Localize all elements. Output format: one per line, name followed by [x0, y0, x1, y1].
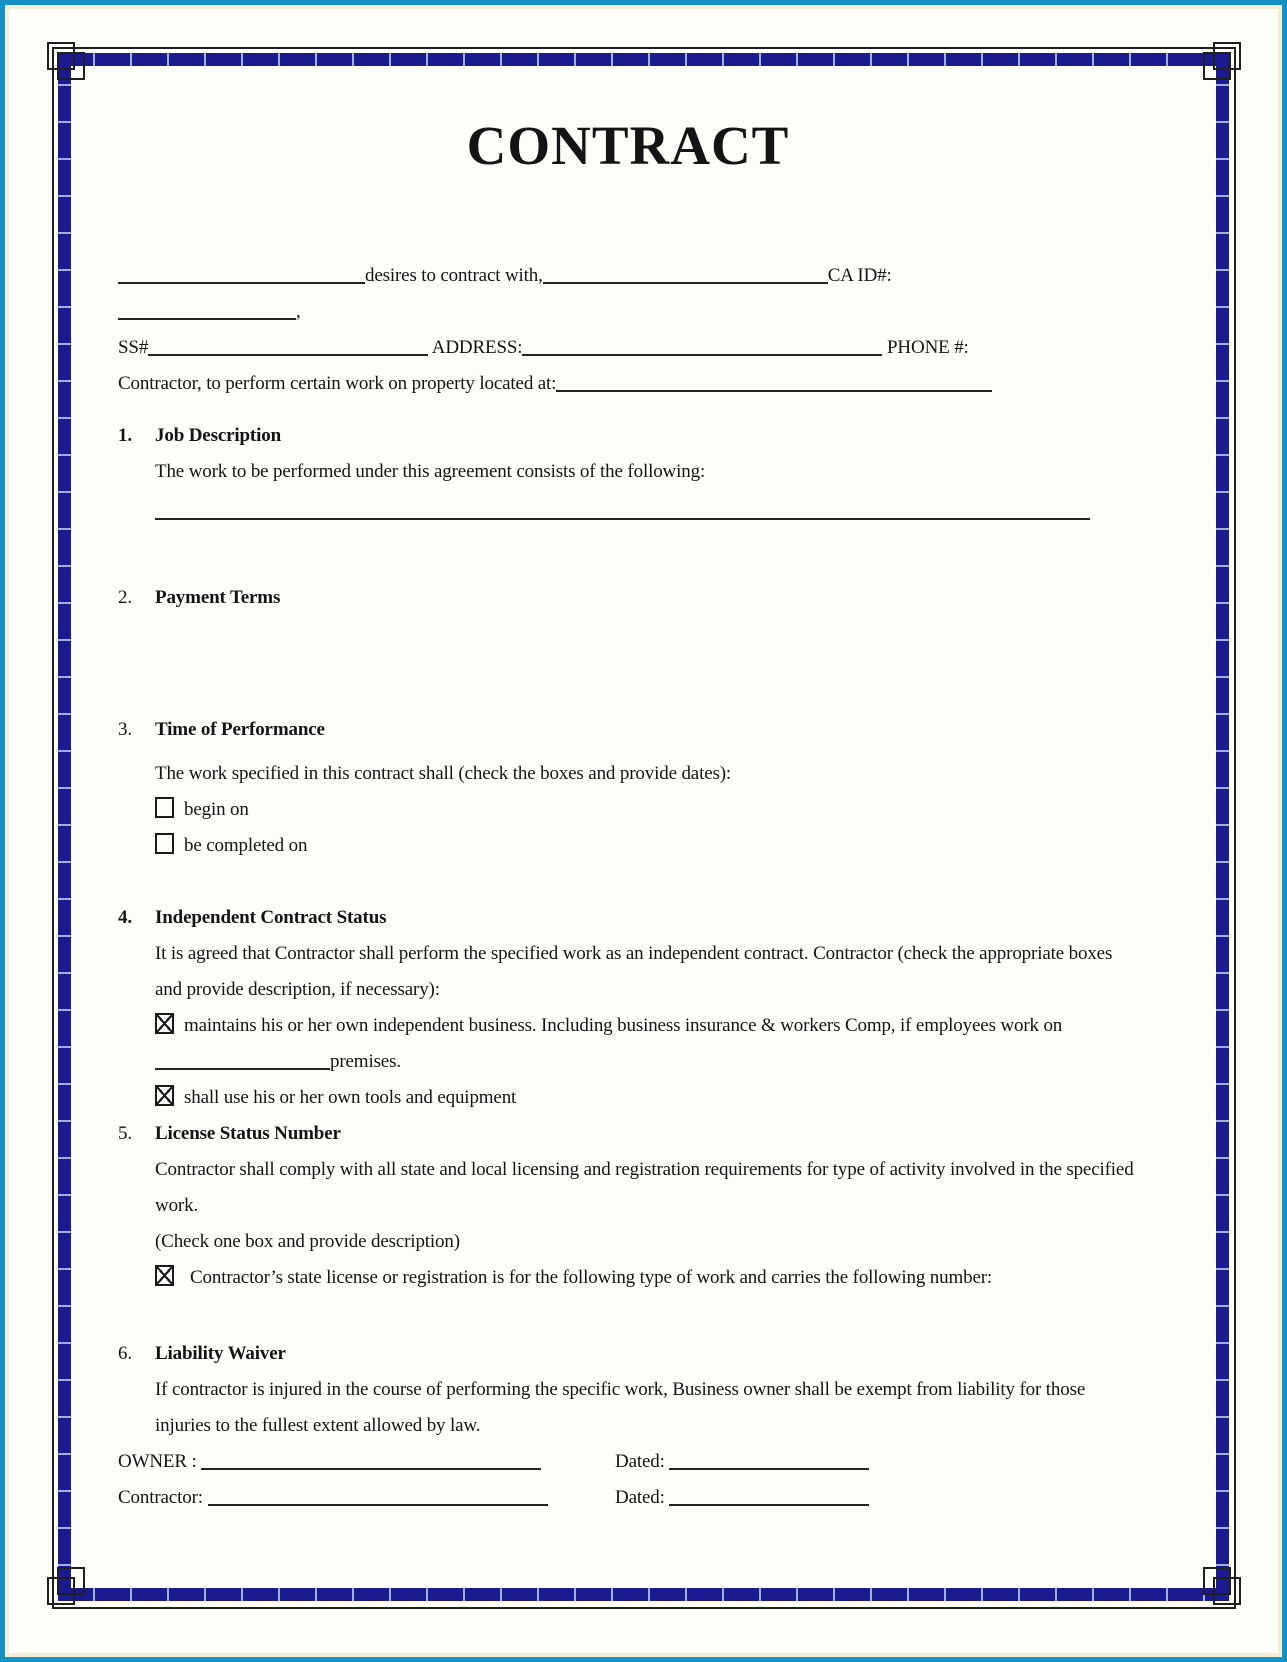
own-tools-row	[155, 1080, 1140, 1116]
section-4-heading	[118, 900, 1138, 936]
navy-border-left	[58, 53, 71, 1601]
navy-border-top	[58, 53, 1229, 66]
intro-line-2-comma: ,	[296, 301, 301, 322]
section-4-title: Independent Contract Status	[155, 907, 387, 928]
section-6-title: Liability Waiver	[155, 1343, 286, 1364]
ss-blank[interactable]	[148, 340, 428, 356]
begin-on-label: begin on	[184, 799, 249, 820]
contract-body	[118, 116, 1138, 1516]
state-license-checkbox[interactable]	[155, 1265, 174, 1286]
section-6-number: 6.	[118, 1343, 132, 1364]
own-tools-checkbox[interactable]	[155, 1085, 174, 1106]
contractor-label: Contractor:	[118, 1487, 203, 1508]
intro-line-3	[118, 330, 1138, 366]
section-5-number: 5.	[118, 1123, 132, 1144]
section-2-heading	[118, 580, 1138, 616]
phone-label: PHONE #:	[887, 337, 969, 358]
intro-line-2	[118, 294, 1138, 330]
completed-on-label: be completed on	[184, 835, 308, 856]
completed-on-row	[155, 828, 1140, 864]
section-1-body: The work to be performed under this agreement consists of the following:	[155, 461, 706, 482]
job-description-blank[interactable]	[155, 518, 1090, 520]
premises-label: premises.	[330, 1051, 401, 1072]
section-3-title: Time of Performance	[155, 719, 325, 740]
own-tools-label: shall use his or her own tools and equipment	[184, 1087, 517, 1108]
section-2-title: Payment Terms	[155, 587, 281, 608]
section-5-body: Contractor shall comply with all state and local licensing and registration requirements for type of activity involved in the specified work.	[155, 1159, 1134, 1216]
section-3-body: The work specified in this contract shall (check the boxes and provide dates):	[155, 763, 732, 784]
contractor-signature-blank[interactable]	[208, 1490, 548, 1506]
property-location-blank[interactable]	[556, 376, 992, 392]
independent-business-row	[155, 1008, 1140, 1080]
independent-business-label: maintains his or her own independent business. Including business insurance & workers Comp, if employees work on	[184, 1015, 1063, 1036]
section-4-number: 4.	[118, 907, 132, 928]
party1-name-blank[interactable]	[118, 268, 365, 284]
owner-signature-blank[interactable]	[201, 1454, 541, 1470]
navy-border-right	[1216, 53, 1229, 1601]
section-6-heading	[118, 1336, 1138, 1372]
dated-label: Dated:	[615, 1451, 665, 1472]
ss-label: SS#	[118, 337, 149, 358]
ca-id-label: CA ID#:	[827, 265, 892, 286]
owner-date-blank[interactable]	[669, 1454, 869, 1470]
address-blank[interactable]	[522, 340, 882, 356]
owner-label: OWNER :	[118, 1451, 197, 1472]
section-2-number: 2.	[118, 587, 132, 608]
corner-ornament-icon	[57, 1567, 85, 1595]
premises-blank[interactable]	[155, 1054, 330, 1070]
section-3-heading	[118, 712, 1138, 748]
section-1-title: Job Description	[155, 425, 282, 446]
begin-on-row	[155, 792, 1140, 828]
section-1-number: 1.	[118, 425, 132, 446]
section-5-note: (Check one box and provide description)	[155, 1231, 460, 1252]
section-1-heading	[118, 418, 1138, 454]
corner-ornament-icon	[1203, 52, 1231, 80]
property-location-text: Contractor, to perform certain work on property located at:	[118, 373, 557, 394]
contractor-date-blank[interactable]	[669, 1490, 869, 1506]
address-label: ADDRESS:	[431, 337, 523, 358]
section-4-body: It is agreed that Contractor shall perform the specified work as an independent contract. Contractor (check the appropriate boxes and provide description, if necessary):	[155, 943, 1113, 1000]
contractor-signature-row	[118, 1480, 1138, 1516]
ca-id-blank[interactable]	[118, 304, 296, 320]
intro-line-4	[118, 366, 1138, 402]
section-6-body: If contractor is injured in the course of performing the specific work, Business owner shall be exempt from liability for those injuries to the fullest extent allowed by law.	[155, 1379, 1086, 1436]
document-title: CONTRACT	[466, 115, 790, 176]
dated-label: Dated:	[615, 1487, 665, 1508]
owner-signature-row	[118, 1444, 1138, 1480]
navy-border-bottom	[58, 1588, 1229, 1601]
section-3-number: 3.	[118, 719, 132, 740]
independent-business-checkbox[interactable]	[155, 1013, 174, 1034]
state-license-label: Contractor’s state license or registration is for the following type of work and carries the following number:	[190, 1267, 993, 1288]
begin-on-checkbox[interactable]	[155, 797, 174, 818]
section-5-heading	[118, 1116, 1138, 1152]
intro-line-1	[118, 258, 1138, 294]
corner-ornament-icon	[1203, 1567, 1231, 1595]
state-license-row	[155, 1260, 1140, 1296]
corner-ornament-icon	[57, 52, 85, 80]
completed-on-checkbox[interactable]	[155, 833, 174, 854]
intro-line-1-text: desires to contract with,	[365, 265, 543, 286]
section-5-title: License Status Number	[155, 1123, 341, 1144]
party2-name-blank[interactable]	[543, 268, 828, 284]
